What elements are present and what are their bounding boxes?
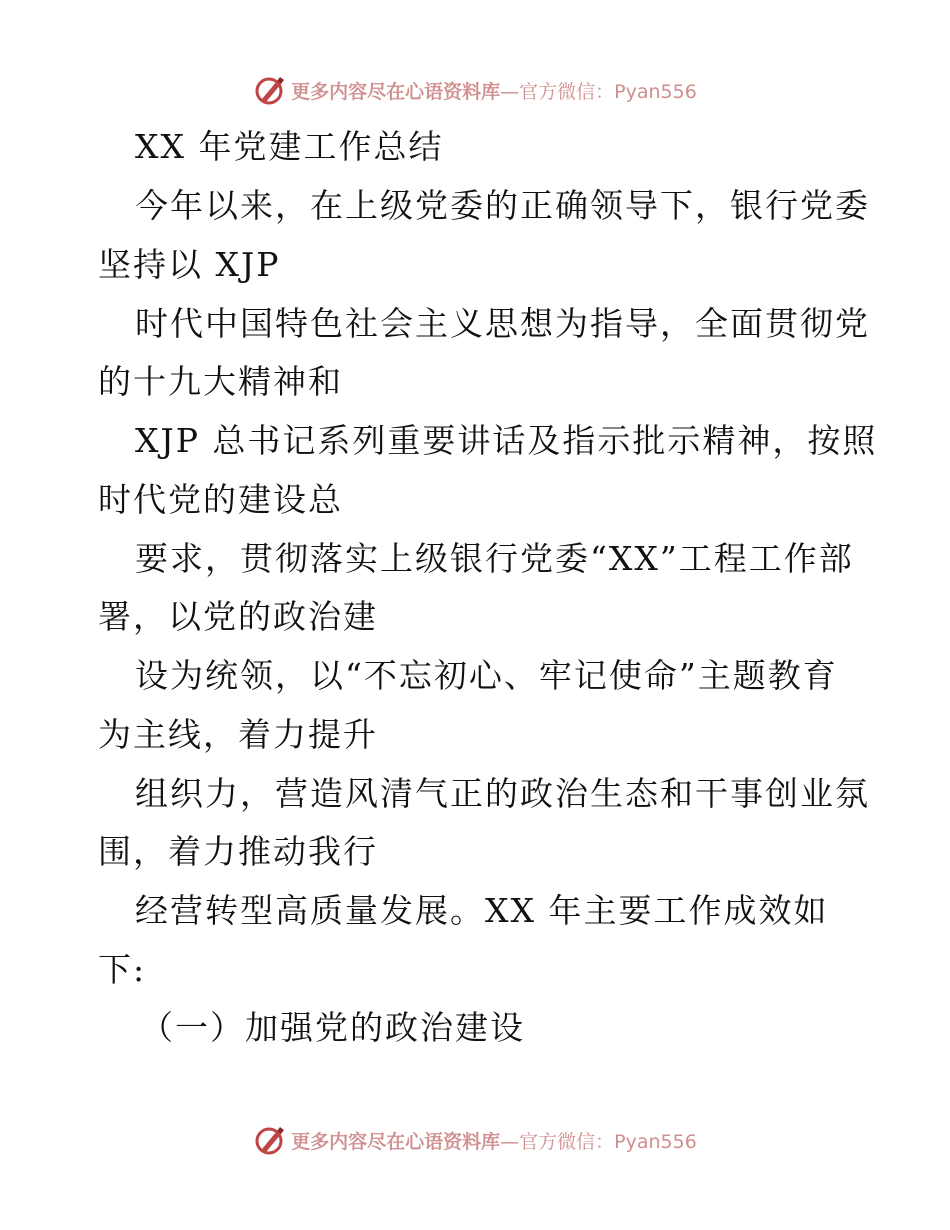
paragraph-line: 署，以党的政治建 — [98, 597, 378, 636]
paragraph-line: 的十九大精神和 — [98, 362, 343, 401]
paragraph-line: 经营转型高质量发展。XX 年主要工作成效如 — [135, 891, 829, 930]
paragraph-line: 坚持以 XJP — [98, 245, 281, 284]
paragraph-line: 要求，贯彻落实上级银行党委“XX”工程工作部 — [135, 539, 854, 578]
paragraph-line: 时代中国特色社会主义思想为指导，全面贯彻党 — [135, 304, 870, 343]
doc-title: XX 年党建工作总结 — [135, 127, 444, 166]
watermark-main-text: 更多内容尽在心语资料库 — [291, 1130, 501, 1153]
watermark-header — [0, 70, 950, 110]
paragraph-line: 时代党的建设总 — [98, 480, 343, 519]
paragraph-line: XJP 总书记系列重要讲话及指示批示精神，按照 — [135, 421, 878, 460]
pen-circle-logo-icon — [253, 1123, 287, 1157]
paragraph-line: 组织力，营造风清气正的政治生态和干事创业氛 — [135, 774, 870, 813]
paragraph-line: 下: — [98, 950, 147, 989]
paragraph-line: 设为统领，以“不忘初心、牢记使命”主题教育 — [135, 656, 838, 695]
paragraph-line: 为主线，着力提升 — [98, 715, 378, 754]
paragraph-line: 今年以来，在上级党委的正确领导下，银行党委 — [135, 186, 870, 225]
section-heading: （一）加强党的政治建设 — [140, 1008, 525, 1047]
watermark-main-text: 更多内容尽在心语资料库 — [291, 80, 501, 103]
pen-circle-logo-icon — [253, 73, 287, 107]
watermark-sub-text: —官方微信：Pyan556 — [500, 80, 697, 103]
watermark-sub-text: —官方微信：Pyan556 — [500, 1130, 697, 1153]
paragraph-line: 围，着力推动我行 — [98, 832, 378, 871]
watermark-footer — [0, 1120, 950, 1160]
